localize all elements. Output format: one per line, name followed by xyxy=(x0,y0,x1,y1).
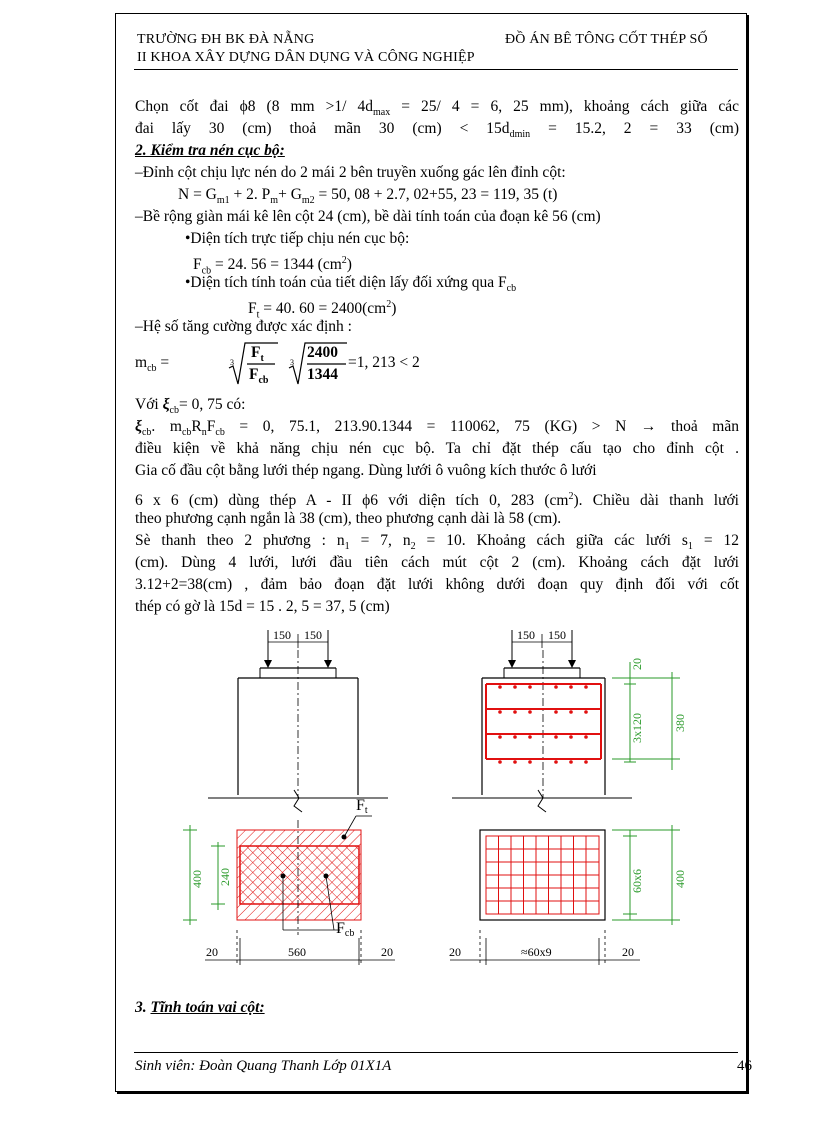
dim-380: 380 xyxy=(673,714,687,732)
dim-3x120: 3x120 xyxy=(630,713,644,743)
body-line: điều kiện về khả năng chịu nén cục bộ. Ta chỉ đặt thép cấu tạo cho đỉnh cột . xyxy=(135,440,739,457)
right-elevation xyxy=(452,628,687,812)
body-line: (cm). Dùng 4 lưới, lưới đầu tiên cách mút cột 2 (cm). Khoảng cách đặt lưới xyxy=(135,554,739,571)
label-fcb: Fcb xyxy=(336,920,355,939)
right-plan xyxy=(449,825,687,965)
body-line: Chọn cốt đai ϕ8 (8 mm >1/ $4d_{max} = 25/$ 4 = 6, 25 mm), khoảng cách giữa các xyxy=(135,98,739,119)
body-line: 3.12+2=38(cm) , đảm bảo đoạn đặt lưới không dưới đoạn quy định đối với cốt xyxy=(135,576,739,593)
dim-400-left: 400 xyxy=(190,870,204,888)
body-line: Sè thanh theo 2 phương : $n_1 = 7$, $n_2 = 10$. Khoảng cách giữa các lưới $s_1 = 12$ xyxy=(135,532,740,553)
header-school: TRƯỜNG ĐH BK ĐÀ NẴNG xyxy=(137,32,315,47)
dim-150-a: 150 xyxy=(273,628,291,642)
body-line: –Bề rộng giàn mái kê lên cột 24 (cm), bề dài tính toán của đoạn kê 56 (cm) xyxy=(135,208,601,225)
body-line: Với $\xi_{cb}= 0$, 75 có: xyxy=(135,396,246,417)
dim-150-c: 150 xyxy=(517,628,535,642)
body-line: 6 x 6 (cm) dùng thép A - II ϕ6 với diện tích 0, 283 $(cm^2)$. Chiều dài thanh lưới xyxy=(135,491,739,510)
header-rule xyxy=(134,69,738,70)
body-line: Gia cố đầu cột bằng lưới thép ngang. Dùng lưới ô vuông kích thước ô lưới xyxy=(135,462,597,479)
dim-150-b: 150 xyxy=(304,628,322,642)
page-number: 46 xyxy=(737,1058,752,1074)
dim-400-right: 400 xyxy=(673,870,687,888)
body-line: –Hệ số tăng cường được xác định : xyxy=(135,318,352,335)
dim-20-bl2: 20 xyxy=(449,945,461,959)
body-line: thép có gờ là 15d = 15 . 2, 5 = 37, 5 (cm) xyxy=(135,598,390,615)
body-line: đai lấy 30 (cm) thoả mãn 30 $(cm) < 15d_{dmin} = 15.2$, 2 = 33 (cm) xyxy=(135,120,739,141)
section-3-heading: 3. Tĩnh toán vai cột: xyxy=(135,999,265,1016)
dim-560: 560 xyxy=(288,945,306,959)
formula-ft: $F_t = 40$. $60 = 2400(cm^2)$ xyxy=(248,299,397,321)
left-plan xyxy=(183,797,395,965)
formula-fcb: $F_{cb} = 24$. 56 = 1344 $(cm^2)$ xyxy=(193,255,352,277)
dim-20-bl: 20 xyxy=(206,945,218,959)
dim-20-br2: 20 xyxy=(622,945,634,959)
header-faculty: II KHOA XÂY DỰNG DÂN DỤNG VÀ CÔNG NGHIỆP xyxy=(137,50,475,65)
dim-150-d: 150 xyxy=(548,628,566,642)
dim-20-top: 20 xyxy=(630,658,644,670)
column-head-drawing xyxy=(0,620,816,980)
header-project: ĐỒ ÁN BÊ TÔNG CỐT THÉP SỐ xyxy=(505,32,708,47)
body-line: theo phương cạnh ngắn là 38 (cm), theo phương cạnh dài là 58 (cm). xyxy=(135,510,562,527)
dim-60x9: ≈60x9 xyxy=(521,945,552,959)
bullet-line: •Diện tích tính toán của tiết diện lấy đối xứng qua $F_{cb}$ xyxy=(185,274,517,295)
dim-240: 240 xyxy=(218,868,232,886)
dim-20-br: 20 xyxy=(381,945,393,959)
label-ft: Ft xyxy=(356,797,368,816)
left-elevation xyxy=(208,628,388,812)
formula-mcb: $m_{cb}$ = 3 3 $F_t$ $F_{cb}$ 2400 1344 =1, 213 < 2 xyxy=(135,340,455,390)
section-2-heading: 2. Kiểm tra nén cục bộ: xyxy=(135,142,285,159)
body-line: –Đỉnh cột chịu lực nén do 2 mái 2 bên truyền xuống gác lên đỉnh cột: xyxy=(135,164,566,181)
bullet-line: •Diện tích trực tiếp chịu nén cục bộ: xyxy=(185,230,410,247)
dim-60x6: 60x6 xyxy=(630,869,644,893)
footer-rule xyxy=(134,1052,738,1053)
footer-student: Sinh viên: Đoàn Quang Thanh Lớp 01X1A xyxy=(135,1058,392,1074)
body-line: $\xi_{cb}$. $m_{cb}R_nF_{cb} = 0$, 75.1, 213.90.1344 = 110062, 75 (KG) > N → thoả mãn xyxy=(135,418,739,439)
formula-n: $N = G_{m1} + 2$. $P_m+ G_{m2} = 50$, 08 + 2.7, 02+55, 23 = 119, 35 (t) xyxy=(178,186,558,207)
